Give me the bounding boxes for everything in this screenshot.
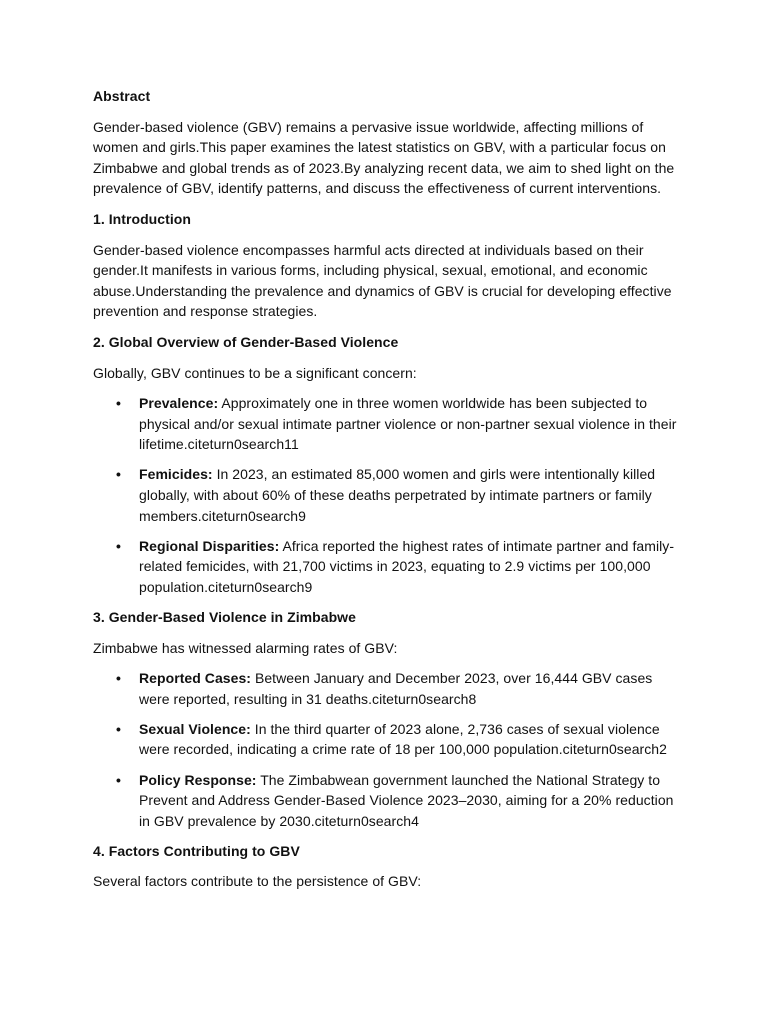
bullet-text: ​Approximately one in three women worldwide has been subjected to physical and/or sexual intimate partner violence or non-partner sexual violence in their lifetime.​​cite​turn0search11​​ [139, 395, 677, 453]
bullet-label: Regional Disparities: [139, 537, 280, 554]
list-item [93, 464, 678, 526]
section-paragraph: ​Gender-based violence (GBV) remains a pervasive issue worldwide, affecting millions of women and girls.​​This paper examines the latest statistics on GBV, with a particular focus on Zimbabwe and global trends as of 2023.​​By analyzing recent data, we aim to shed light on the prevalence of GBV, identify patterns, and discuss the effectiveness of current interventions.​​ [93, 118, 675, 197]
bullet-icon: • [116, 537, 121, 554]
section-paragraph: ​Globally, GBV continues to be a significant concern:​​ [93, 364, 417, 381]
bullet-label: Policy Response: [139, 771, 257, 788]
bullet-list [93, 668, 678, 831]
section-zimbabwe [93, 607, 678, 831]
bullet-icon: • [116, 771, 121, 788]
section-abstract [93, 86, 678, 199]
section-heading: 4. Factors Contributing to GBV [93, 842, 300, 859]
list-item [93, 536, 678, 598]
bullet-text: ​Between January and December 2023, over 16,444 GBV cases were reported, resulting in 31 deaths.​​cite​turn0search8​​ [139, 670, 653, 707]
section-paragraph: ​Zimbabwe has witnessed alarming rates of GBV:​​ [93, 639, 398, 656]
bullet-label: Prevalence: [139, 395, 219, 412]
section-heading: 2. Global Overview of Gender-Based Violence [93, 333, 399, 350]
section-heading: Abstract [93, 88, 151, 104]
bullet-text: ​In the third quarter of 2023 alone, 2,736 cases of sexual violence were recorded, indicating a crime rate of 18 per 100,000 population.​​cite​turn0search2​​ [139, 720, 667, 758]
section-heading: 3. Gender-Based Violence in Zimbabwe [93, 608, 356, 625]
section-introduction [93, 209, 678, 322]
document-body [93, 86, 678, 902]
section-global-overview [93, 332, 678, 598]
bullet-list [93, 393, 678, 597]
bullet-icon: • [116, 720, 121, 737]
list-item [93, 770, 678, 832]
list-item [93, 668, 678, 709]
section-paragraph: ​Gender-based violence encompasses harmful acts directed at individuals based on their gender.​​It manifests in various forms, including physical, sexual, emotional, and economic abuse.​​Understanding the prevalence and dynamics of GBV is crucial for developing effective prevention and response strategies.​​ [93, 241, 672, 320]
bullet-icon: • [116, 466, 121, 483]
bullet-icon: • [116, 670, 121, 687]
bullet-label: Sexual Violence: [139, 720, 251, 737]
bullet-text: ​In 2023, an estimated 85,000 women and girls were intentionally killed globally, with about 60% of these deaths perpetrated by intimate partners or family members.​​cite​turn0search9​​ [139, 466, 656, 524]
section-paragraph: ​Several factors contribute to the persistence of GBV:​​ [93, 873, 422, 890]
bullet-icon: • [116, 395, 121, 412]
list-item [93, 719, 678, 760]
bullet-text: ​Africa reported the highest rates of intimate partner and family-related femicides, with 21,700 victims in 2023, equating to 2.9 victims per 100,000 population.​​cite​turn0search9​​ [139, 537, 675, 595]
section-heading: 1. Introduction [93, 210, 191, 227]
bullet-label: Reported Cases: [139, 670, 252, 687]
bullet-label: Femicides: [139, 466, 213, 483]
section-factors [93, 841, 678, 892]
bullet-text: ​The Zimbabwean government launched the National Strategy to Prevent and Address Gender-Based Violence 2023–2030, aiming for a 20% reduction in GBV prevalence by 2030.​​cite​turn0search4​​ [139, 771, 674, 829]
list-item [93, 393, 678, 455]
